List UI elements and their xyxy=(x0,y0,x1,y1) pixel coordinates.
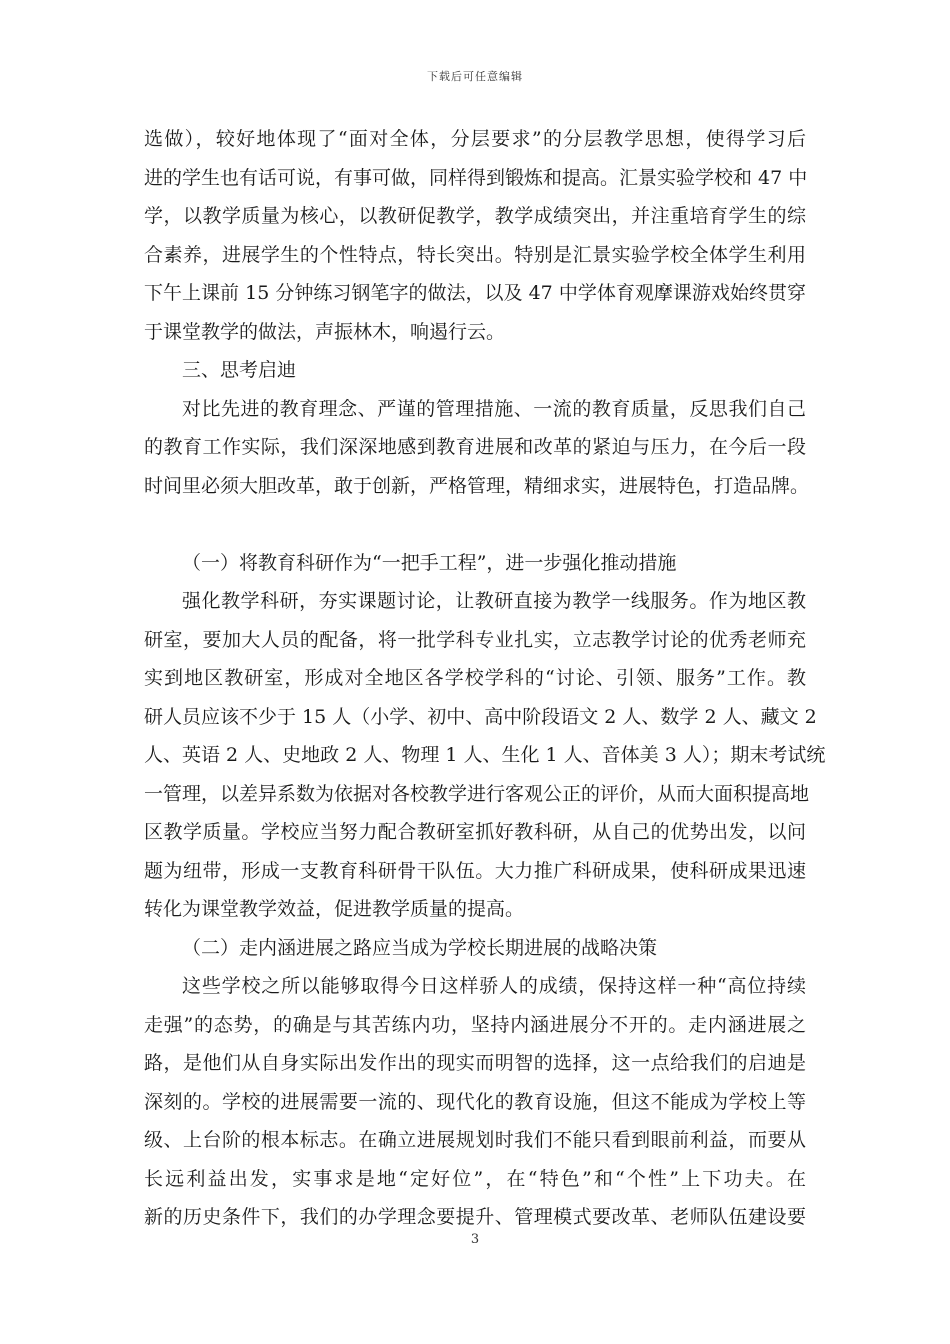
paragraph-line: 新的历史条件下，我们的办学理念要提升、管理模式要改革、老师队伍建设要 xyxy=(144,1206,806,1228)
paragraph-line: 这些学校之所以能够取得今日这样骄人的成绩，保持这样一种“高位持续 xyxy=(182,975,806,997)
paragraph-line: 一管理，以差异系数为依据对各校教学进行客观公正的评价，从而大面积提高地 xyxy=(144,782,810,805)
paragraph-line: 学，以教学质量为核心，以教研促教学，教学成绩突出，并注重培育学生的综 xyxy=(144,205,806,227)
paragraph-line: 实到地区教研室，形成对全地区各学校学科的“讨论、引领、服务”工作。教 xyxy=(144,667,806,689)
paragraph-line: 强化教学科研，夯实课题讨论，让教研直接为教学一线服务。作为地区教 xyxy=(182,590,806,612)
paragraph-line: 进的学生也有话可说，有事可做，同样得到锻炼和提高。汇景实验学校和 47 中 xyxy=(144,166,808,189)
paragraph-line: 对比先进的教育理念、严谨的管理措施、一流的教育质量，反思我们自己 xyxy=(182,397,806,420)
paragraph-line: 走强”的态势，的确是与其苦练内功，坚持内涵进展分不开的。走内涵进展之 xyxy=(144,1013,806,1036)
paragraph-line: 深刻的。学校的进展需要一流的、现代化的教育设施，但这不能成为学校上等 xyxy=(144,1090,806,1113)
document-body xyxy=(144,120,826,1237)
paragraph-line: 级、上台阶的根本标志。在确立进展规划时我们不能只看到眼前利益，而要从 xyxy=(144,1129,806,1151)
subsection-heading: （一）将教育科研作为“一把手工程”，进一步强化推动措施 xyxy=(182,551,677,574)
paragraph-line: 人、英语 2 人、史地政 2 人、物理 1 人、生化 1 人、音体美 3 人）；期末考试统 xyxy=(144,744,826,766)
subsection-heading: （二）走内涵进展之路应当成为学校长期进展的战略决策 xyxy=(182,936,658,959)
paragraph-line: 研室，要加大人员的配备，将一批学科专业扎实，立志教学讨论的优秀老师充 xyxy=(144,628,806,651)
paragraph-line: 合素养，进展学生的个性特点，特长突出。特别是汇景实验学校全体学生利用 xyxy=(144,243,806,266)
paragraph-line: 于课堂教学的做法，声振林木，响遏行云。 xyxy=(144,320,506,343)
page-number: 3 xyxy=(470,1232,480,1247)
paragraph-line: 时间里必须大胆改革，敢于创新，严格管理，精细求实，进展特色，打造品牌。 xyxy=(144,474,810,497)
paragraph-line: 转化为课堂教学效益，促进教学质量的提高。 xyxy=(144,898,525,920)
paragraph-spacer xyxy=(144,505,806,544)
paragraph-line: 研人员应该不少于 15 人（小学、初中、高中阶段语文 2 人、数学 2 人、藏文 2 xyxy=(144,705,817,728)
page-header-note: 下载后可任意编辑 xyxy=(427,70,523,83)
paragraph-line: 选做），较好地体现了“面对全体，分层要求”的分层教学思想，使得学习后 xyxy=(144,128,806,150)
section-heading: 三、思考启迪 xyxy=(182,359,297,381)
paragraph-line: 区教学质量。学校应当努力配合教研室抓好教科研，从自己的优势出发，以问 xyxy=(144,821,806,843)
paragraph-line: 路，是他们从自身实际出发作出的现实而明智的选择，这一点给我们的启迪是 xyxy=(144,1052,806,1074)
paragraph-line: 的教育工作实际，我们深深地感到教育进展和改革的紧迫与压力，在今后一段 xyxy=(144,436,806,458)
paragraph-line: 下午上课前 15 分钟练习钢笔字的做法，以及 47 中学体育观摩课游戏始终贯穿 xyxy=(144,282,806,304)
paragraph-line: 长远利益出发，实事求是地“定好位”，在“特色”和“个性”上下功夫。在 xyxy=(144,1167,806,1190)
paragraph-line: 题为纽带，形成一支教育科研骨干队伍。大力推广科研成果，使科研成果迅速 xyxy=(144,859,806,882)
